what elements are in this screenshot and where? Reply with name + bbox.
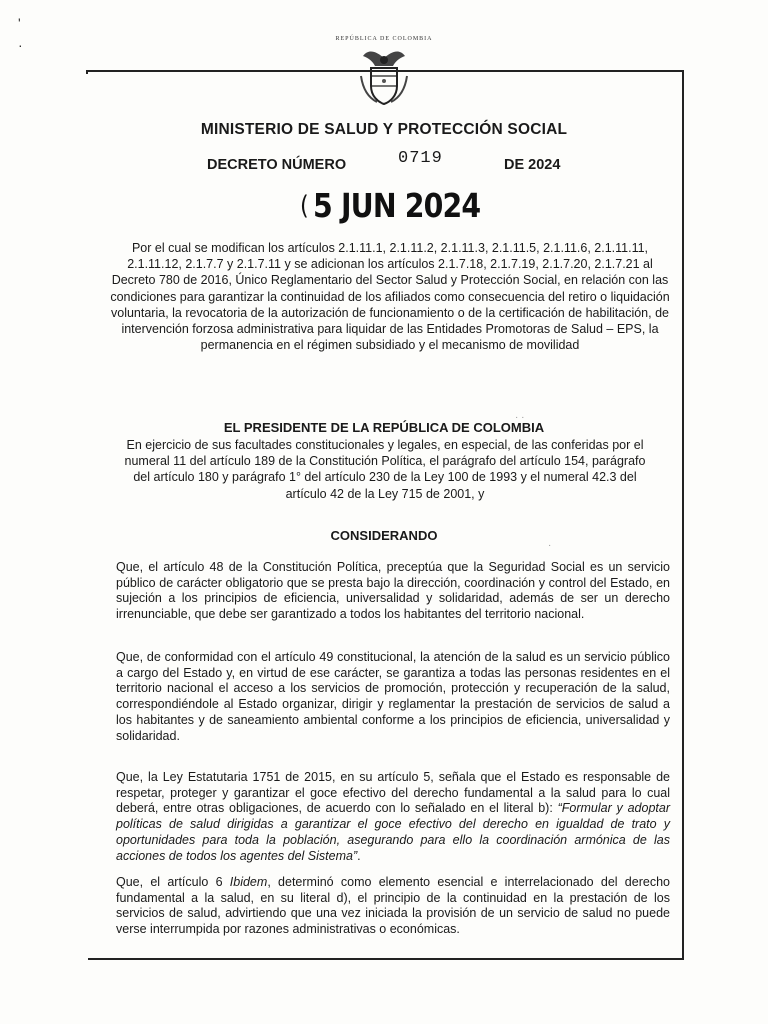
considering-paragraph-3 [116,770,670,864]
decree-number: 0719 [398,149,443,168]
date-paren: ( [300,191,308,221]
date-text: 5 JUN 2024 [313,186,481,225]
margin-mark-1: ʹ [18,15,21,31]
margin-mark-2: · [18,37,23,53]
considering-paragraph-2: Que, de conformidad con el artículo 49 constitucional, la atención de la salud es un servicio público a cargo del Estado y, en virtud de ese carácter, se garantiza a todas las personas residentes en el territorio nacional el acceso a los servicios de promoción, protección y recuperación de la salud, correspondiéndole al Estado organizar, dirigir y reglamentar la prestación de servicios de salud a los habitantes y de saneamiento ambiental conforme a los principios de eficiencia, universalidad y solidaridad. [116,650,670,743]
paragraph-4-ibidem: Ibidem [229,875,268,889]
paragraph-4-start: Que, el artículo 6 [116,875,230,889]
ministry-title: MINISTERIO DE SALUD Y PROTECCIÓN SOCIAL [200,121,568,138]
scan-smudge: · · [515,412,525,423]
president-heading: EL PRESIDENTE DE LA REPÚBLICA DE COLOMBIA [223,420,545,435]
paragraph-3-end: . [357,848,361,863]
considering-paragraph-4 [116,875,670,938]
margin-marks [18,12,23,56]
paragraph-3-text: Que, la Ley Estatutaria 1751 de 2015, en su artículo 5, señala que el Estado es responsable de respetar, proteger y garantizar el goce efectivo del derecho fundamental a la salud para lo cual deberá, entre otras obligaciones, de acuerdo con lo señalado en el literal b): [116,770,670,816]
powers-paragraph: En ejercicio de sus facultades constitucionales y legales, en especial, de las conferidas por el numeral 11 del artículo 189 de la Constitución Política, el parágrafo del artículo 154, parágrafo del artículo 180 y parágrafo 1° del artículo 230 de la Ley 100 de 1993 y el numeral 42.3 del artículo 42 de la Ley 715 de 2001, y [124,438,646,501]
republic-header: REPÚBLICA DE COLOMBIA [335,36,433,42]
scan-smudge: · [548,540,552,551]
paragraph-3-quote: “Formular y adoptar políticas de salud dirigidas a garantizar el goce efectivo del derecho en igualdad de trato y oportunidades para toda la población, asegurando para ello la coordinación armónica de las acciones de todos los agentes del Sistema” [116,801,670,863]
decree-label: DECRETO NÚMERO [207,157,347,173]
decree-summary: Por el cual se modifican los artículos 2.1.11.1, 2.1.11.2, 2.1.11.3, 2.1.11.5, 2.1.11.6, 2.1.11.11, 2.1.11.12, 2.1.7.7 y 2.1.7.11 y se adicionan los artículos 2.1.7.18, 2.1.7.19, 2.1.7.20, 2.1.7.21 al Decreto 780 de 2016, Único Reglamentario del Sector Salud y Protección Social, en relación con las condiciones para garantizar la continuidad de los afiliados como consecuencia del retiro o liquidación voluntaria, la revocatoria de la autorización de funcionamiento o de la certificación de habilitación, de intervención forzosa administrativa para liquidar de las Entidades Promotoras de Salud – EPS, la permanencia en el régimen subsidiado y el mecanismo de movilidad [110,241,670,353]
considering-heading: CONSIDERANDO [330,528,438,543]
date-stamp [300,186,480,225]
considering-paragraph-1: Que, el artículo 48 de la Constitución Política, preceptúa que la Seguridad Social es un servicio público de carácter obligatorio que se presta bajo la dirección, coordinación y control del Estado, en sujeción a los principios de eficiencia, universalidad y solidaridad, además de ser un derecho irrenunciable, que debe ser garantizado a todos los habitantes del territorio nacional. [116,560,670,622]
decree-year: DE 2024 [504,157,561,173]
paragraph-4-rest: , determinó como elemento esencial e interrelacionado del derecho fundamental a la salud, en su literal d), el principio de la continuidad en la prestación de los servicios de salud, advirtiendo que una vez iniciada la provisión de un servicio de salud no puede verse interrumpida por razones administrativas o económicas. [116,875,670,937]
